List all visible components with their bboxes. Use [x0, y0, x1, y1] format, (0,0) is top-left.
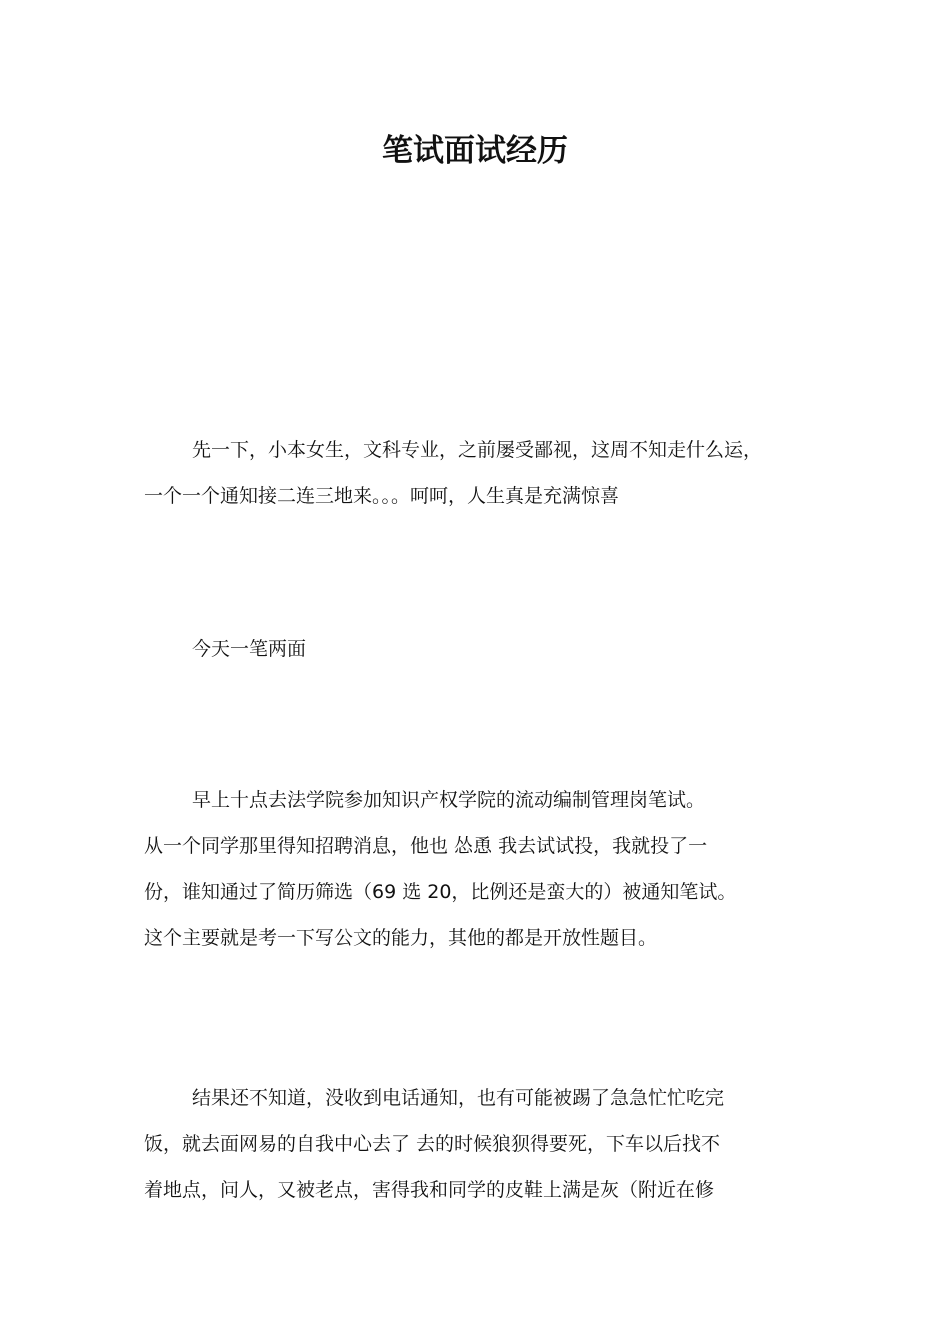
paragraph-line: 份，谁知通过了简历筛选（69 选 20，比例还是蛮大的）被通知笔试。	[144, 881, 737, 903]
paragraph-line: 一个一个通知接二连三地来。。。呵呵，人生真是充满惊喜	[144, 485, 620, 507]
paragraph-today	[144, 626, 812, 672]
paragraph-line: 先一下，小本女生，文科专业，之前屡受鄙视，这周不知走什么运，	[192, 439, 763, 461]
document-title: 笔试面试经历	[382, 133, 568, 169]
paragraph-line: 从一个同学那里得知招聘消息，他也 怂恿 我去试试投，我就投了一	[144, 835, 708, 857]
paragraph-line: 着地点，问人，又被老点，害得我和同学的皮鞋上满是灰（附近在修	[144, 1179, 715, 1201]
paragraph-result	[144, 1075, 812, 1213]
paragraph-line: 这个主要就是考一下写公文的能力，其他的都是开放性题目。	[144, 927, 658, 949]
paragraph-written-exam	[144, 777, 812, 961]
paragraph-line: 饭，就去面网易的自我中心去了 去的时候狼狈得要死，下车以后找不	[144, 1133, 721, 1155]
paragraph-line: 今天一笔两面	[192, 638, 307, 660]
paragraph-intro	[144, 427, 812, 519]
paragraph-line: 早上十点去法学院参加知识产权学院的流动编制管理岗笔试。	[192, 789, 706, 811]
paragraph-line: 结果还不知道，没收到电话通知，也有可能被踢了急急忙忙吃完	[192, 1087, 725, 1109]
